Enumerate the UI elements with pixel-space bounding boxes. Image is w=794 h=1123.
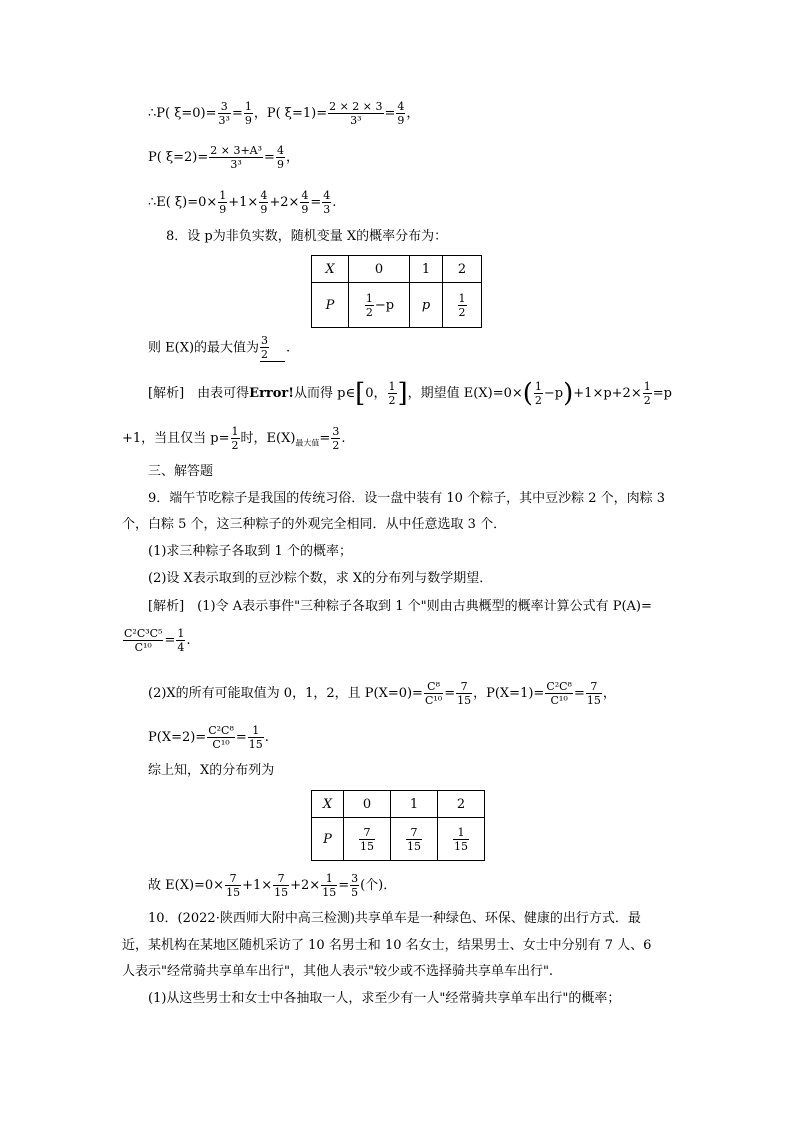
fraction (300, 189, 309, 216)
numerator: C²C⁸ (208, 724, 234, 737)
text: = (444, 686, 456, 701)
numerator: 1 (643, 380, 651, 393)
text: = (338, 878, 350, 893)
denominator: 2 (332, 439, 340, 452)
denominator: 2 (534, 394, 542, 407)
denominator: 15 (248, 738, 263, 751)
fraction (406, 826, 422, 853)
numerator: 7 (225, 872, 241, 886)
denominator: 15 (457, 694, 472, 707)
paren-open: ( (522, 378, 533, 409)
text: ， (285, 150, 299, 165)
fraction (534, 380, 543, 407)
text: [解析] 由表可得 (148, 386, 250, 401)
text: 故 E(X)=0× (148, 878, 225, 893)
text: ， (602, 686, 616, 701)
text: 时，E(X) (240, 431, 296, 446)
numerator: 1 (177, 627, 185, 640)
fraction (276, 144, 285, 171)
fraction (322, 189, 331, 216)
text: ， (406, 106, 420, 121)
text: . (332, 195, 337, 210)
fraction (218, 189, 227, 216)
text: 0， (365, 386, 387, 401)
question-9-line-2: 个，白粽 5 个，这三种粽子的外观完全相同．从中任意选取 3 个． (122, 517, 507, 532)
text: = (231, 106, 243, 121)
numerator: 7 (456, 680, 472, 694)
fraction (453, 826, 469, 853)
fraction (207, 724, 235, 751)
table-cell (344, 818, 391, 861)
text: = (235, 730, 247, 745)
text: = (573, 686, 585, 701)
fraction (365, 292, 374, 319)
numerator: 1 (534, 380, 542, 393)
text: 从而得 p∈ (294, 386, 356, 401)
fraction (643, 380, 652, 407)
fraction (350, 872, 359, 899)
denominator: 2 (365, 305, 373, 319)
table-cell (438, 818, 485, 861)
numerator: 3 (332, 425, 340, 438)
text: . (264, 730, 269, 745)
bracket-close: ] (397, 378, 408, 409)
numerator: 7 (406, 826, 422, 840)
numerator: 7 (273, 872, 289, 886)
solution-9-line-1: [解析] (1)令 A表示事件"三种粽子各取到 1 个"则由古典概型的概率计算公式有 P(A)= (148, 599, 652, 614)
fraction (218, 100, 231, 127)
numerator: C²C³C⁵ (124, 627, 163, 640)
table-header-cell: X (312, 256, 349, 283)
denominator: 15 (274, 886, 289, 899)
numerator: 4 (397, 100, 405, 113)
denominator: 3³ (350, 114, 362, 127)
numerator: 4 (323, 189, 331, 202)
fraction (331, 425, 340, 452)
text: +1，当且仅当 p= (122, 431, 230, 446)
distribution-table-1 (311, 255, 482, 328)
fraction (456, 680, 472, 707)
text: P(X=2)= (148, 730, 207, 745)
fraction (359, 826, 375, 853)
numerator: 4 (276, 144, 284, 157)
denominator: 9 (301, 203, 309, 216)
numerator: 1 (458, 291, 466, 305)
table-cell: p (410, 283, 443, 328)
eq-line-2 (148, 144, 299, 171)
text: = (310, 195, 322, 210)
fraction (209, 144, 263, 171)
numerator: 4 (301, 189, 309, 202)
denominator: 9 (260, 203, 268, 216)
solution-8-line-2 (122, 425, 345, 453)
text: . (341, 431, 346, 446)
denominator: C¹⁰ (550, 694, 568, 707)
question-8-answer (148, 334, 290, 362)
table-header-cell: 2 (443, 256, 482, 283)
text: = (164, 633, 176, 648)
question-9-part-1: (1)求三种粽子各取到 1 个的概率； (148, 544, 352, 559)
fraction (388, 380, 397, 407)
denominator: 2 (643, 394, 651, 407)
text: −p (374, 297, 395, 313)
text: . (186, 633, 191, 648)
text: +1×p+2× (573, 386, 642, 401)
text: −p (543, 386, 564, 401)
denominator: 2 (388, 394, 396, 407)
fraction (225, 872, 241, 899)
fraction (328, 100, 383, 127)
text: (个)． (360, 878, 397, 893)
eq-line-3 (148, 189, 336, 216)
denominator: 15 (586, 694, 601, 707)
question-9-line-1: 9．端午节吃粽子是我国的传统习俗．设一盘中装有 10 个粽子，其中豆沙粽 2 个，肉粽 3 (148, 491, 666, 506)
denominator: 15 (454, 839, 468, 853)
text: 则 E(X)的最大值为 (148, 340, 260, 356)
text: . (286, 340, 291, 356)
table-cell (443, 283, 482, 328)
numerator: C²C⁸ (546, 680, 572, 693)
paren-close: ) (563, 378, 574, 409)
table-cell (349, 283, 410, 328)
solution-9-line-2 (122, 627, 191, 654)
text: (2)X的所有可能取值为 0，1，2，且 P(X=0)= (148, 686, 423, 701)
numerator: 1 (388, 380, 396, 393)
denominator: 3³ (218, 114, 230, 127)
text: = (264, 150, 275, 165)
denominator: C¹⁰ (134, 641, 152, 654)
numerator: 1 (453, 826, 469, 840)
denominator: 9 (244, 114, 252, 127)
numerator: 3 (351, 872, 359, 885)
fraction (260, 334, 285, 362)
denominator: 4 (177, 641, 185, 654)
fraction (248, 724, 264, 751)
table-header-cell: 0 (344, 791, 391, 818)
denominator: 9 (276, 158, 284, 171)
denominator: 2 (261, 348, 269, 361)
denominator: 2 (231, 439, 239, 452)
fraction (231, 425, 240, 452)
numerator: 1 (231, 425, 239, 438)
numerator: 1 (244, 100, 252, 113)
fraction (176, 627, 185, 654)
denominator: 5 (351, 886, 359, 899)
denominator: C¹⁰ (424, 694, 443, 707)
eq-line-1 (148, 100, 419, 127)
text: ∴E( ξ)=0× (148, 195, 218, 210)
fraction (458, 292, 467, 319)
denominator: 15 (360, 839, 374, 853)
solution-9-line-4 (148, 724, 269, 751)
denominator: 3 (323, 203, 331, 216)
text: +2× (290, 878, 321, 893)
question-10-part-1: (1)从这些男士和女士中各抽取一人，求至少有一人"经常骑共享单车出行"的概率； (148, 991, 621, 1006)
text: = (319, 431, 331, 446)
section-heading: 三、解答题 (148, 464, 214, 479)
question-10-line-2: 近，某机构在某地区随机采访了 10 名男士和 10 名女士，结果男士、女士中分别有 7 人、6 (122, 938, 652, 953)
text: = (384, 106, 396, 121)
denominator: 15 (322, 886, 337, 899)
text: =p (652, 386, 672, 401)
fraction (424, 680, 443, 707)
error-text: Error! (249, 386, 294, 401)
numerator: 1 (248, 724, 264, 738)
text: +2× (269, 195, 300, 210)
solution-9-line-3 (148, 680, 616, 707)
numerator: 1 (321, 872, 337, 886)
distribution-table-2 (311, 790, 485, 861)
numerator: 4 (260, 189, 268, 202)
denominator: 9 (219, 203, 227, 216)
table-header-cell: 0 (349, 256, 410, 283)
fraction (259, 189, 268, 216)
table-header-cell: 1 (391, 791, 438, 818)
numerator: 1 (219, 189, 227, 202)
question-10-line-3: 人表示"经常骑共享单车出行"，其他人表示"较少或不选择骑共享单车出行". (122, 964, 554, 979)
question-10-line-1: 10．(2022·陕西师大附中高三检测)共享单车是一种绿色、环保、健康的出行方式．最 (148, 911, 641, 926)
numerator: 3 (218, 100, 231, 114)
table-cell: P (312, 283, 349, 328)
fraction (545, 680, 573, 707)
numerator: 7 (359, 826, 375, 840)
fraction (123, 627, 163, 654)
numerator: 1 (365, 291, 373, 305)
table-header-cell: 2 (438, 791, 485, 818)
solution-9-line-5: 综上知，X的分布列为 (148, 763, 275, 778)
denominator: 3³ (230, 158, 242, 171)
fraction (273, 872, 289, 899)
denominator: 2 (458, 305, 466, 319)
fraction (321, 872, 337, 899)
fraction (244, 100, 253, 127)
text: P( ξ=2)= (148, 150, 209, 165)
solution-8-line-1 (148, 380, 672, 407)
question-8: 8．设 p为非负实数，随机变量 X的概率分布为： (166, 229, 448, 244)
table-cell: P (312, 818, 344, 861)
numerator: 3 (261, 334, 269, 347)
bracket-open: [ (355, 378, 366, 409)
text: ，期望值 E(X)=0× (407, 386, 523, 401)
text: +1× (242, 878, 273, 893)
subscript: 最大值 (295, 438, 320, 448)
denominator: C¹⁰ (212, 738, 230, 751)
denominator: 15 (226, 886, 241, 899)
text: ，P( ξ=1)= (253, 106, 328, 121)
text: ，P(X=1)= (473, 686, 545, 701)
table-header-cell: X (312, 791, 344, 818)
fraction (396, 100, 405, 127)
numerator: C⁸ (424, 680, 443, 694)
denominator: 15 (407, 839, 421, 853)
table-cell (391, 818, 438, 861)
question-9-part-2: (2)设 X表示取到的豆沙粽个数，求 X的分布列与数学期望． (148, 571, 493, 586)
numerator: 7 (586, 680, 602, 694)
denominator: 9 (397, 114, 405, 127)
numerator: 2 × 3+A³ (210, 144, 263, 157)
text: +1× (228, 195, 259, 210)
table-header-cell: 1 (410, 256, 443, 283)
fraction (586, 680, 602, 707)
numerator: 2 × 2 × 3 (329, 100, 383, 113)
text: ∴P( ξ=0)= (148, 106, 217, 121)
solution-9-line-6 (148, 872, 396, 899)
